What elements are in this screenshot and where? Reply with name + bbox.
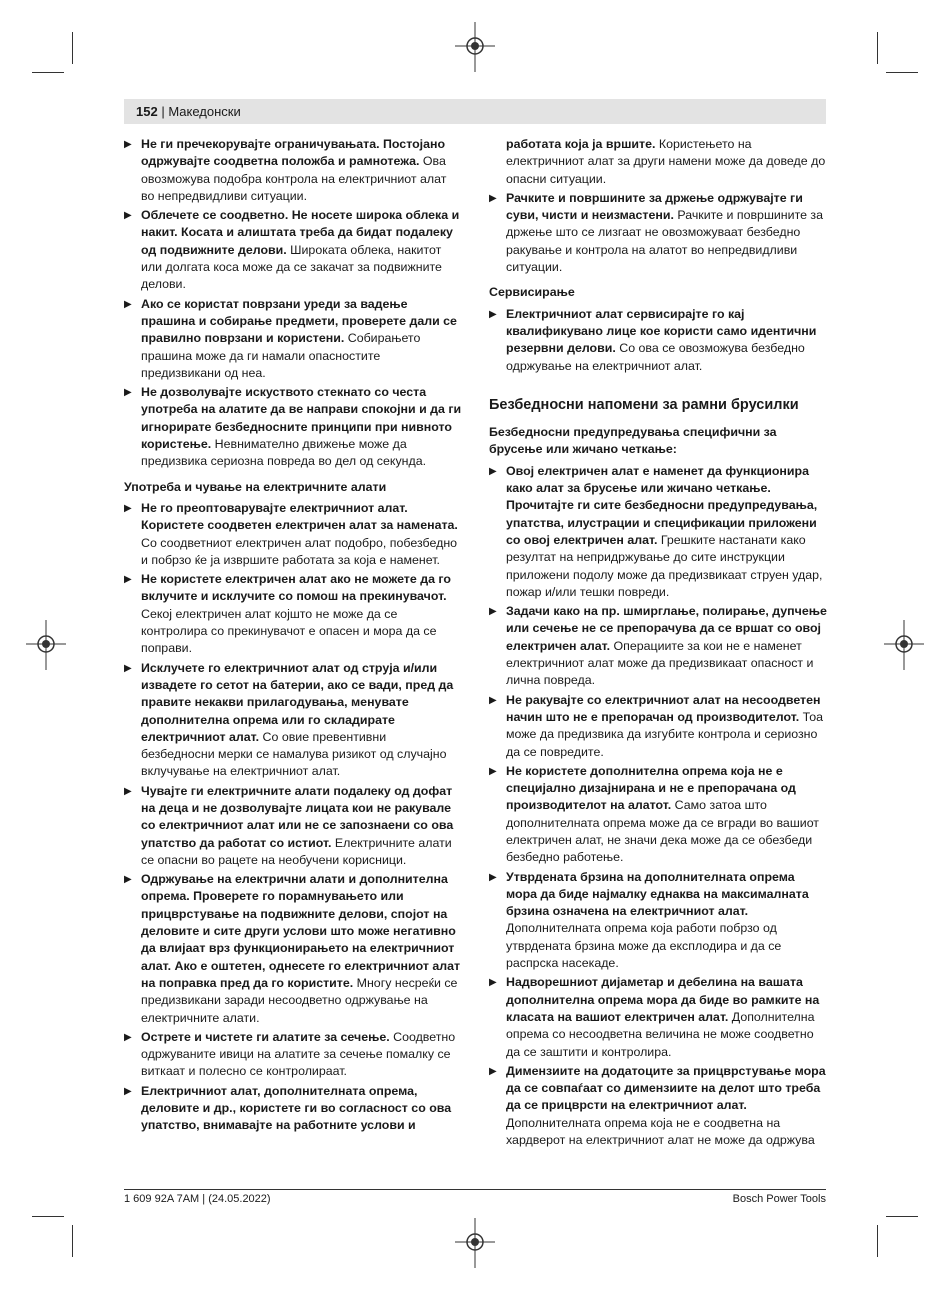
item-bold: Ако се користат поврзани уреди за вадење прашина и собирање предмети, проверете дали се правилно поврзани и користени. — [141, 296, 457, 346]
item-bold: Надворешниот дијаметар и дебелина на вашата дополнителна опрема мора да биде во рамките на класата на вашиот електричен алат. — [506, 975, 820, 1024]
item-bold: Облечете се соодветно. Не носете широка облека и накит. Косата и алиштата треба да бидат подалеку од подвижните делови. — [141, 208, 460, 257]
list-item — [124, 660, 462, 781]
list-item — [124, 783, 462, 869]
item-text: Ова овозможува подобра контрола на електричниот алат во непредвидливи ситуации. — [141, 154, 447, 203]
list-item — [489, 974, 827, 1060]
header-language: Македонски — [168, 104, 241, 119]
item-text: Секој електричен алат којшто не може да се контролира со прекинувачот е опасен и мора да се поправи. — [141, 606, 437, 656]
item-text: Дополнителната опрема која не е соодветна на хардверот на електричниот алат не може да одржува — [506, 1115, 815, 1148]
bullet-arrow-icon: ▶ — [489, 465, 497, 477]
item-bold: Задачи како на пр. шмирглање, полирање, дупчење или сечење не се препорачува да се вршат со овој електричен алат. — [506, 604, 827, 653]
bullet-arrow-icon: ▶ — [124, 574, 132, 586]
right-list-service — [489, 306, 827, 375]
bullet-arrow-icon: ▶ — [489, 606, 497, 618]
bullet-arrow-icon: ▶ — [489, 308, 497, 320]
footer-divider — [124, 1189, 826, 1190]
list-item — [124, 384, 462, 470]
crop-mark — [877, 32, 878, 64]
right-list-top — [489, 190, 827, 276]
bullet-arrow-icon: ▶ — [124, 502, 132, 514]
item-bold: Не дозволувајте искуството стекнато со честа употреба на алатите да ве направи спокојни и да ги игнорирате безбедносните принципи при нивното користење. — [141, 385, 462, 452]
crop-mark — [72, 32, 73, 64]
item-bold: Рачките и површините за држење одржувајте ги суви, чисти и неизмастени. — [506, 190, 803, 223]
item-text: Дополнителна опрема со несоодветна величина не може соодветно да се заштити и контролира. — [506, 1009, 815, 1059]
list-item — [124, 1029, 462, 1081]
footer-doc-number: 1 609 92A 7AM | (24.05.2022) — [124, 1193, 271, 1205]
item-text: Собирањето прашина може да ги намали опасностите предизвикани од неа. — [141, 331, 421, 380]
item-bold: Одржување на електрични алати и дополнителна опрема. Проверете го порамнувањето или прицврстување на подвижните делови, спојот на деловите и сите други услови што може негативно да влијаат врз функционирањето на електричниот алат. Ако е оштетен, однесете го електричниот алат на поправка пред да го користите. — [141, 872, 461, 990]
registration-mark-icon — [455, 22, 495, 72]
item-bold: Острете и чистете ги алатите за сечење. — [141, 1029, 390, 1044]
list-item — [489, 603, 827, 689]
bullet-arrow-icon: ▶ — [489, 1065, 497, 1077]
item-bold: Утврдената брзина на дополнителната опрема мора да биде најмалку еднаква на максималната брзина означена на електричниот алат. — [506, 869, 809, 919]
item-text: Рачките и површините за држење што се лизгаат не овозможуваат безбедно ракување и контрола на алатот во непредвидливи ситуации. — [506, 208, 824, 275]
item-bold: работата која ја вршите. — [506, 137, 656, 151]
item-bold: Не користете електричен алат ако не можете да го вклучите и исклучите со помош на прекинувачот. — [141, 572, 451, 604]
item-bold: Чувајте ги електричните алати подалеку од дофат на деца и не дозволувајте лицата кои не ракувале со електричниот алат или не се запознаени со ова упатство да работат со истиот. — [141, 783, 454, 850]
item-text: Со ова се овозможува безбедно одржување на електричниот алат. — [506, 341, 805, 373]
page-header: 152 | Македонски — [136, 104, 241, 119]
continuation-text — [489, 136, 827, 188]
item-text: Тоа може да предизвика да изгубите контрола и сериозно да се повредите. — [506, 709, 823, 759]
registration-mark-icon — [455, 1218, 495, 1268]
list-item — [124, 136, 462, 205]
registration-mark-icon — [884, 620, 924, 670]
item-bold: Не ги пречекорувајте ограничувањата. Постојано одржувајте соодветна положба и рамнотежа. — [141, 137, 446, 169]
list-item — [124, 571, 462, 657]
item-text: Операциите за кои не е наменет електричниот алат може да предизвикаат опасност и лична повреда. — [506, 638, 814, 688]
list-item — [124, 1083, 462, 1135]
list-item — [124, 296, 462, 382]
list-item — [124, 871, 462, 1027]
item-text: Широката облека, накитот или долгата коса може да се закачат за подвижните делови. — [141, 242, 442, 292]
crop-mark — [886, 72, 918, 73]
bullet-arrow-icon: ▶ — [489, 192, 497, 204]
list-item — [489, 763, 827, 867]
item-bold: Исклучете го електричниот алат од струја и/или извадете го сетот на батерии, ако се вади, пред да правите некакви прилагодувања, менувате дополнителна опрема или го складирате електричниот алат. — [141, 660, 454, 744]
left-column — [124, 136, 462, 1137]
page-number: 152 — [136, 104, 158, 119]
item-text: Само затоа што дополнителната опрема може да се вгради во вашиот електричен алат, не значи дека може да се обезбеди безбедно работење. — [506, 798, 819, 865]
right-list-bottom — [489, 463, 827, 1150]
bullet-arrow-icon: ▶ — [124, 785, 132, 797]
list-item — [124, 500, 462, 569]
item-text: Грешките настанати како резултат на непридржување до сите инструкции приложени подолу може да предизвикаат струен удар, пожар и/или тешки повреди. — [506, 532, 823, 599]
list-item — [489, 1063, 827, 1149]
item-text: Користењето на електричниот алат за други намени може да доведе до опасни ситуации. — [506, 137, 826, 186]
right-column — [489, 136, 827, 1151]
bullet-arrow-icon: ▶ — [124, 387, 132, 399]
crop-mark — [72, 1225, 73, 1257]
bullet-arrow-icon: ▶ — [489, 765, 497, 777]
left-list-bottom — [124, 500, 462, 1135]
item-text: Многу несреќи се предизвикани заради несоодветно одржување на електричните алати. — [141, 975, 458, 1025]
item-bold: Не го преоптоварувајте електричниот алат. Користете соодветен електричен алат за намената. — [141, 500, 458, 533]
crop-mark — [886, 1216, 918, 1217]
registration-mark-icon — [26, 620, 66, 670]
crop-mark — [877, 1225, 878, 1257]
bullet-arrow-icon: ▶ — [124, 298, 132, 310]
item-text: Со овие превентивни безбедносни мерки се намалува ризикот од случајно вклучување на електричниот алат. — [141, 729, 447, 779]
bullet-arrow-icon: ▶ — [489, 694, 497, 706]
item-text: Со соодветниот електричен алат подобро, побезбедно и побрзо ќе ја извршите работата за која е наменет. — [141, 535, 458, 567]
bullet-arrow-icon: ▶ — [124, 1031, 132, 1043]
list-item — [489, 190, 827, 276]
item-text: Соодветно одржуваните ивици на алатите за сечење помалку се виткаат и полесно се контролираат. — [141, 1029, 456, 1079]
item-text: Електричните алати се опасни во рацете на необучени корисници. — [141, 835, 452, 867]
section-title: Безбедносни напомени за рамни брусилки — [489, 396, 799, 413]
bullet-arrow-icon: ▶ — [124, 139, 132, 150]
item-bold: Електричниот алат сервисирајте го кај квалификувано лице кое користи само идентични резервни делови. — [506, 306, 817, 356]
list-item — [489, 306, 827, 375]
item-bold: Не ракувајте со електричниот алат на несоодветен начин што не е препорачан од производителот. — [506, 692, 821, 724]
subheading-use-storage: Употреба и чување на електричните алати — [124, 479, 387, 494]
item-bold: Димензиите на додатоците за прицврстување мора да се совпаѓаат со димензиите на делот што треба да се прицврсти на електричниот алат. — [506, 1063, 826, 1113]
list-item — [489, 692, 827, 761]
subheading-service: Сервисирање — [489, 285, 575, 300]
bullet-arrow-icon: ▶ — [124, 210, 132, 222]
crop-mark — [32, 1216, 64, 1217]
item-text: Дополнителната опрема која работи побрзо од утврдената брзина може да експлодира и да се распрска насекаде. — [506, 921, 782, 971]
list-item — [124, 207, 462, 293]
list-item — [489, 869, 827, 973]
item-bold: Не користете дополнителна опрема која не е специјално дизајнирана и не е препорачана од производителот на алатот. — [506, 763, 796, 813]
footer-brand: Bosch Power Tools — [732, 1193, 826, 1205]
bullet-arrow-icon: ▶ — [489, 977, 497, 989]
crop-mark — [32, 72, 64, 73]
bullet-arrow-icon: ▶ — [124, 662, 132, 674]
list-item — [489, 463, 827, 601]
left-list-top — [124, 136, 462, 471]
bullet-arrow-icon: ▶ — [124, 874, 132, 886]
bullet-arrow-icon: ▶ — [124, 1085, 132, 1097]
item-bold: Електричниот алат, дополнителната опрема, деловите и др., користете ги во согласност со ова упатство, внимавајте на работните услови и — [141, 1083, 452, 1133]
item-bold: Овој електричен алат е наменет да функционира како алат за брусење или жичано четкање. Прочитајте ги сите безбедносни предупредувања, упатства, илустрации и спецификации приложени со овој електричен алат. — [506, 463, 818, 547]
section-intro: Безбедносни предупредувања специфични за брусење или жичано четкање: — [489, 425, 777, 457]
bullet-arrow-icon: ▶ — [489, 871, 497, 883]
item-text: Невнимателно движење може да предизвика сериозна повреда во дел од секунда. — [141, 437, 427, 469]
